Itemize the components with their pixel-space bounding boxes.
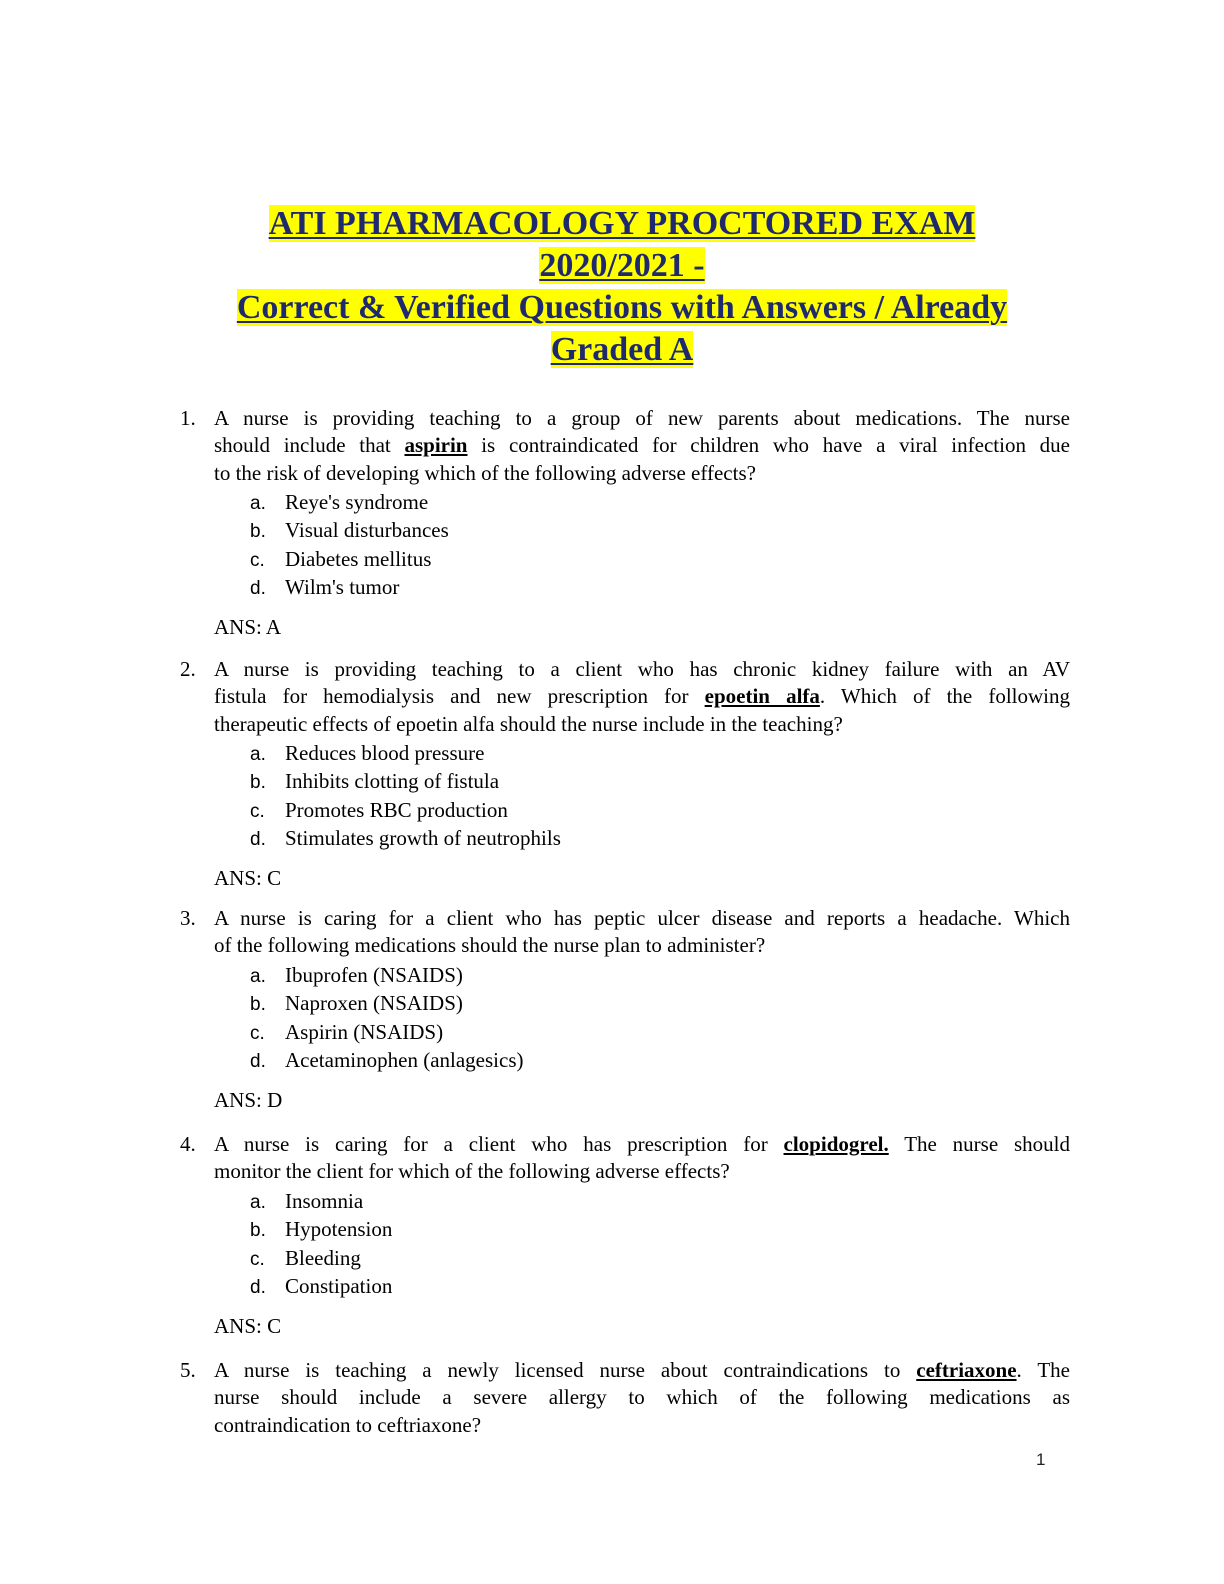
question-stem	[214, 405, 1070, 487]
option-letter: a.	[250, 1192, 266, 1213]
drug-name: epoetin alfa	[704, 684, 820, 709]
option-letter: b.	[250, 1220, 266, 1242]
answer-option-a	[250, 962, 463, 990]
stem-line	[214, 1412, 1070, 1439]
option-letter: d.	[250, 1050, 266, 1072]
answer-option-c	[250, 1019, 443, 1047]
answer-option-c	[250, 1245, 361, 1273]
stem-text: A nurse is teaching a newly licensed nurse about contraindications to	[214, 1358, 917, 1382]
option-text: Insomnia	[285, 1189, 364, 1213]
option-text: Visual disturbances	[285, 518, 449, 543]
stem-text: A nurse is caring for a client who has prescription for	[214, 1132, 784, 1156]
option-letter: c.	[250, 1248, 265, 1270]
stem-line	[214, 1384, 1070, 1411]
drug-name: clopidogrel.	[783, 1132, 889, 1156]
stem-line	[214, 711, 1070, 738]
stem-text: fistula for hemodialysis and new prescription for	[214, 684, 705, 709]
option-text: Reye's syndrome	[285, 490, 429, 514]
stem-text: The nurse should	[888, 1132, 1070, 1156]
option-text: Stimulates growth of neutrophils	[285, 825, 561, 850]
option-text: Ibuprofen (NSAIDS)	[285, 963, 463, 987]
stem-text: . Which of the following	[819, 684, 1070, 709]
option-text: Bleeding	[285, 1245, 361, 1270]
stem-text: monitor the client for which of the following adverse effects?	[214, 1159, 730, 1184]
stem-line	[214, 405, 1070, 432]
page-number: 1	[1036, 1450, 1046, 1469]
stem-text: . The	[1016, 1358, 1070, 1382]
stem-text: A nurse is providing teaching to a client who has chronic kidney failure with an AV	[214, 657, 1070, 681]
stem-line	[214, 932, 1070, 959]
answer-option-b	[250, 768, 499, 796]
stem-line	[214, 1158, 1070, 1185]
stem-line	[214, 1131, 1070, 1158]
answer-key: ANS: C	[214, 1314, 282, 1339]
stem-line	[214, 656, 1070, 683]
question-stem	[214, 905, 1070, 960]
answer-option-a	[250, 1188, 363, 1216]
stem-line	[214, 683, 1070, 710]
option-text: Wilm's tumor	[285, 574, 400, 599]
answer-option-a	[250, 489, 428, 517]
question-stem	[214, 1357, 1070, 1439]
stem-text: is contraindicated for children who have a viral infection due	[467, 433, 1070, 458]
option-letter: a.	[250, 493, 266, 514]
question-stem	[214, 1131, 1070, 1186]
stem-text: of the following medications should the nurse plan to administer?	[214, 933, 766, 958]
option-letter: b.	[250, 994, 266, 1016]
document-title	[150, 203, 1094, 371]
option-text: Naproxen (NSAIDS)	[285, 991, 463, 1016]
option-letter: b.	[250, 772, 266, 794]
option-letter: a.	[250, 744, 266, 765]
stem-line	[214, 1357, 1070, 1384]
answer-key: ANS: D	[214, 1088, 283, 1113]
question-stem	[214, 656, 1070, 738]
option-text: Diabetes mellitus	[285, 546, 432, 571]
option-text: Hypotension	[285, 1217, 393, 1242]
answer-option-c	[250, 546, 431, 574]
answer-option-b	[250, 1216, 392, 1244]
answer-option-b	[250, 517, 449, 545]
option-letter: c.	[250, 1022, 265, 1044]
answer-option-a	[250, 740, 484, 768]
stem-text: A nurse is caring for a client who has peptic ulcer disease and reports a headache. Which	[214, 906, 1070, 930]
option-text: Promotes RBC production	[285, 797, 508, 822]
answer-key: ANS: A	[214, 615, 282, 640]
answer-option-d	[250, 574, 399, 602]
option-letter: b.	[250, 521, 266, 543]
answer-option-d	[250, 1273, 392, 1301]
answer-option-d	[250, 1047, 524, 1075]
answer-option-b	[250, 990, 463, 1018]
option-letter: c.	[250, 549, 265, 571]
answer-option-c	[250, 797, 508, 825]
title-line-1: ATI PHARMACOLOGY PROCTORED EXAM	[268, 205, 976, 242]
option-letter: a.	[250, 966, 266, 987]
stem-text: contraindication to ceftriaxone?	[214, 1412, 482, 1437]
option-letter: c.	[250, 800, 265, 822]
title-line-4: Graded A	[550, 331, 694, 368]
option-letter: d.	[250, 828, 266, 850]
question-number: 5.	[180, 1358, 196, 1382]
title-line-2: 2020/2021 -	[539, 247, 705, 284]
stem-line	[214, 460, 1070, 487]
option-text: Aspirin (NSAIDS)	[285, 1019, 444, 1044]
drug-name: ceftriaxone	[916, 1358, 1017, 1382]
question-number: 2.	[180, 657, 196, 681]
stem-text: nurse should include a severe allergy to which of the following medications as	[214, 1385, 1070, 1410]
option-letter: d.	[250, 1276, 266, 1298]
question-number: 3.	[180, 906, 196, 930]
option-text: Reduces blood pressure	[285, 741, 485, 765]
option-text: Inhibits clotting of fistula	[285, 769, 500, 794]
stem-line	[214, 432, 1070, 459]
answer-key: ANS: C	[214, 866, 282, 891]
option-text: Constipation	[285, 1273, 393, 1298]
stem-text: should include that	[214, 433, 405, 458]
option-letter: d.	[250, 577, 266, 599]
stem-text: therapeutic effects of epoetin alfa should the nurse include in the teaching?	[214, 711, 843, 736]
drug-name: aspirin	[404, 433, 468, 458]
stem-line	[214, 905, 1070, 932]
stem-text: to the risk of developing which of the following adverse effects?	[214, 460, 756, 485]
option-text: Acetaminophen (anlagesics)	[285, 1047, 524, 1072]
answer-option-d	[250, 825, 561, 853]
question-number: 1.	[180, 406, 196, 430]
question-number: 4.	[180, 1132, 196, 1156]
title-line-3: Correct & Verified Questions with Answers / Already	[236, 289, 1008, 326]
stem-text: A nurse is providing teaching to a group of new parents about medications. The nurse	[214, 406, 1070, 430]
